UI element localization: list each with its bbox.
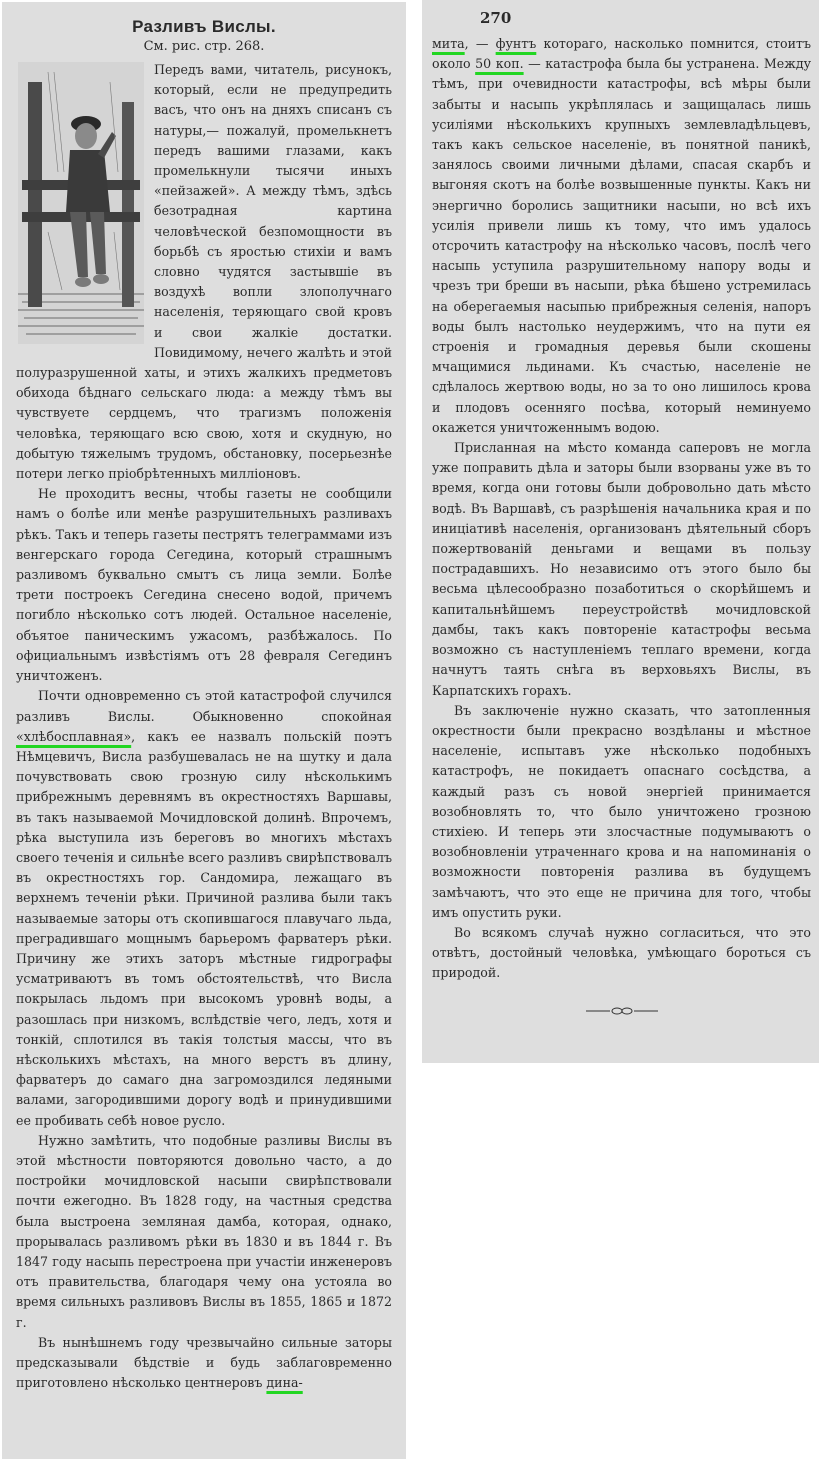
text-span: — катастрофа была бы устранена. Между тѣмъ, при очевидности катастрофы, всѣ мѣры были забыты и насыпь укрѣплялась и защищалась лишь усиліями нѣсколькихъ крупныхъ землевладѣльцевъ, такъ какъ сельское населеніе, въ понятной паникѣ, занялось своими личными дѣлами, спасая скарбъ и выгоняя скотъ на болѣе возвышенные пункты. Какъ ни энергично боролись защитники насыпи, но всѣ ихъ усилія привели лишь къ тому, что имъ удалось отсрочить катастрофу на нѣсколько часовъ, послѣ чего насыпь уступила разрушительному напору воды и чрезъ три бреши въ насыпи, рѣка бѣшено устремилась на оберегаемыя насыпью прибрежныя селенія, напоръ воды былъ настолько неудержимъ, что на пути ея строенія и громадныя деревья были скошены мчащимися льдинами. Къ счастью, населеніе не сдѣлалось жертвою воды, но за то оно лишилось крова и плодовъ осенняго посѣва, который неминуемо окажется уничтоженнымъ водою. bbox=[432, 56, 811, 435]
highlighted-phrase: фунтъ bbox=[495, 36, 537, 51]
highlighted-phrase: «хлѣбосплавная» bbox=[16, 728, 132, 744]
highlighted-phrase: дина- bbox=[266, 1375, 303, 1391]
left-column-text bbox=[16, 60, 392, 1393]
paragraph: Въ заключеніе нужно сказать, что затопленныя окрестности были прекрасно воздѣланы и мѣстное населеніе, испытавъ уже нѣсколько подобныхъ катастрофъ, не покидаетъ опаснаго сосѣдства, а каждый разъ съ новой энергіей принимается возобновлять то, что было уничтожено грозною стихіею. И теперь эти злосчастные подумываютъ о возобновленіи утраченнаго крова и на напоминанія о возможности повторенія разлива въ будущемъ замѣчаютъ, что это еще не причина для того, чтобы имъ опустить руки. bbox=[432, 702, 811, 920]
text-span: , какъ ее назвалъ польскій поэтъ Нѣмцевичъ, Висла разбушевалась не на шутку и дала почувствовать свою грозную силу нѣсколькимъ прибрежнымъ деревнямъ въ окрестностяхъ Варшавы, въ такъ называемой Мочидловской долинѣ. Впрочемъ, рѣка выступила изъ береговъ во многихъ мѣстахъ своего теченія и сильнѣе всего разливъ свирѣпствовалъ въ окрестностяхъ гор. Сандомира, лежащаго въ верхнемъ теченіи рѣки. Причиной разлива были такъ называемые заторы отъ скопившагося плавучаго льда, преградившаго мощнымъ барьеромъ фарватеръ рѣки. Причину же этихъ заторъ мѣстные гидрографы усматриваютъ въ томъ обстоятельствѣ, что Висла покрылась льдомъ при высокомъ уровнѣ воды, а разошлась при низкомъ, вслѣдствіе чего, ледъ, хотя и тонкій, сплотился въ такія толстыя массы, что въ нѣсколькихъ мѣстахъ, на много верстъ въ длину, фарватеръ до самаго дна загромоздился ледяными валами, загородившими дорогу водѣ и принудившими ее пробивать себѣ новое русло. bbox=[16, 728, 392, 1128]
text-span: котораго, насколько помнится, стоитъ около bbox=[432, 36, 811, 72]
right-column-text bbox=[432, 34, 811, 984]
text-span: Въ нынѣшнемъ году чрезвычайно сильные заторы предсказывали бѣдствіе и будь заблаговременно приготовлено нѣсколько центнеровъ bbox=[16, 1334, 392, 1391]
paragraph: Присланная на мѣсто команда саперовъ не могла уже поправить дѣла и заторы были взорваны уже въ то время, когда они готовы были добровольно дать мѣсто водѣ. Въ Варшавѣ, съ разрѣшенія начальника края и по иниціативѣ населенія, организованъ дѣятельный сборъ пожертвованій деньгами и вещами въ пользу пострадавшихъ. Но независимо отъ этого было бы весьма цѣлесообразно позаботиться о скорѣйшемъ и капитальнѣйшемъ переустройствѣ мочидловской дамбы, такъ какъ повтореніе катастрофы весьма возможно съ наступленіемъ теплаго времени, когда начнутъ таять снѣга въ верховьяхъ Вислы, въ Карпатскихъ горахъ. bbox=[432, 440, 811, 698]
text-span: , — bbox=[464, 36, 496, 51]
left-page bbox=[2, 2, 406, 1459]
paragraph bbox=[16, 1333, 392, 1394]
paragraph: Передъ вами, читатель, рисунокъ, который, если не предупредить васъ, что онъ на дняхъ списанъ съ натуры,— пожалуй, промелькнетъ передъ вашими глазами, какъ промелькнули тысячи иныхъ «пейзажей». А между тѣмъ, здѣсь безотрадная картина человѣческой безпомощности въ борьбѣ съ яростью стихіи и вамъ словно чудятся застывшіе въ воздухѣ вопли злополучнаго населенія, теряющаго свой кровъ и свои жалкіе достатки. Повидимому, нечего жалѣть и этой полуразрушенной хаты, и этихъ жалкихъ предметовъ обихода бѣднаго сельскаго люда: а между тѣмъ вы чувствуете сердцемъ, что трагизмъ положенія человѣка, теряющаго всю свою, хотя и скудную, но добытую тяжелымъ трудомъ, обстановку, посерьезнѣе потери легко пріобрѣтенныхъ милліоновъ. bbox=[16, 62, 392, 482]
text-span: Почти одновременно съ этой катастрофой случился разливъ Вислы. Обыкновенно спокойная bbox=[16, 688, 392, 724]
figure-reference: См. рис. стр. 268. bbox=[143, 39, 265, 54]
page-number: 270 bbox=[480, 9, 512, 27]
boy-on-fence-illustration-icon bbox=[18, 62, 144, 344]
highlighted-phrase: мита bbox=[432, 36, 465, 51]
highlighted-phrase: 50 коп. bbox=[475, 56, 524, 72]
right-page bbox=[422, 0, 819, 1063]
paragraph bbox=[16, 686, 392, 1130]
paragraph: Во всякомъ случаѣ нужно согласиться, что это отвѣтъ, достойный человѣка, умѣющаго бороться съ природой. bbox=[432, 924, 811, 981]
paragraph: Нужно замѣтить, что подобные разливы Вислы въ этой мѣстности повторяются довольно часто, а до постройки мочидловской насыпи свирѣпствовали почти ежегодно. Въ 1828 году, на частныя средства была выстроена земляная дамба, которая, однако, прорывалась разливомъ рѣки въ 1830 и въ 1844 г. Въ 1847 году насыпь перестроена при участіи инженеровъ отъ правительства, благодаря чему она устояла во время сильныхъ разливовъ Вислы въ 1855, 1865 и 1872 г. bbox=[16, 1132, 392, 1330]
end-ornament-icon bbox=[584, 1006, 660, 1016]
paragraph bbox=[432, 34, 811, 438]
paragraph: Не проходитъ весны, чтобы газеты не сообщили намъ о болѣе или менѣе разрушительныхъ разливахъ рѣкъ. Такъ и теперь газеты пестрятъ телеграммами изъ венгерскаго города Сегедина, который страшнымъ разливомъ буквально смытъ съ лица земли. Болѣе трети построекъ Сегедина снесено водой, причемъ погибло нѣсколько сотъ людей. Остальное населеніе, объятое паническимъ ужасомъ, разбѣжалось. По официальнымъ извѣстіямъ отъ 28 февраля Сегединъ уничтоженъ. bbox=[16, 486, 392, 684]
article-title: Разливъ Вислы. bbox=[132, 17, 276, 36]
